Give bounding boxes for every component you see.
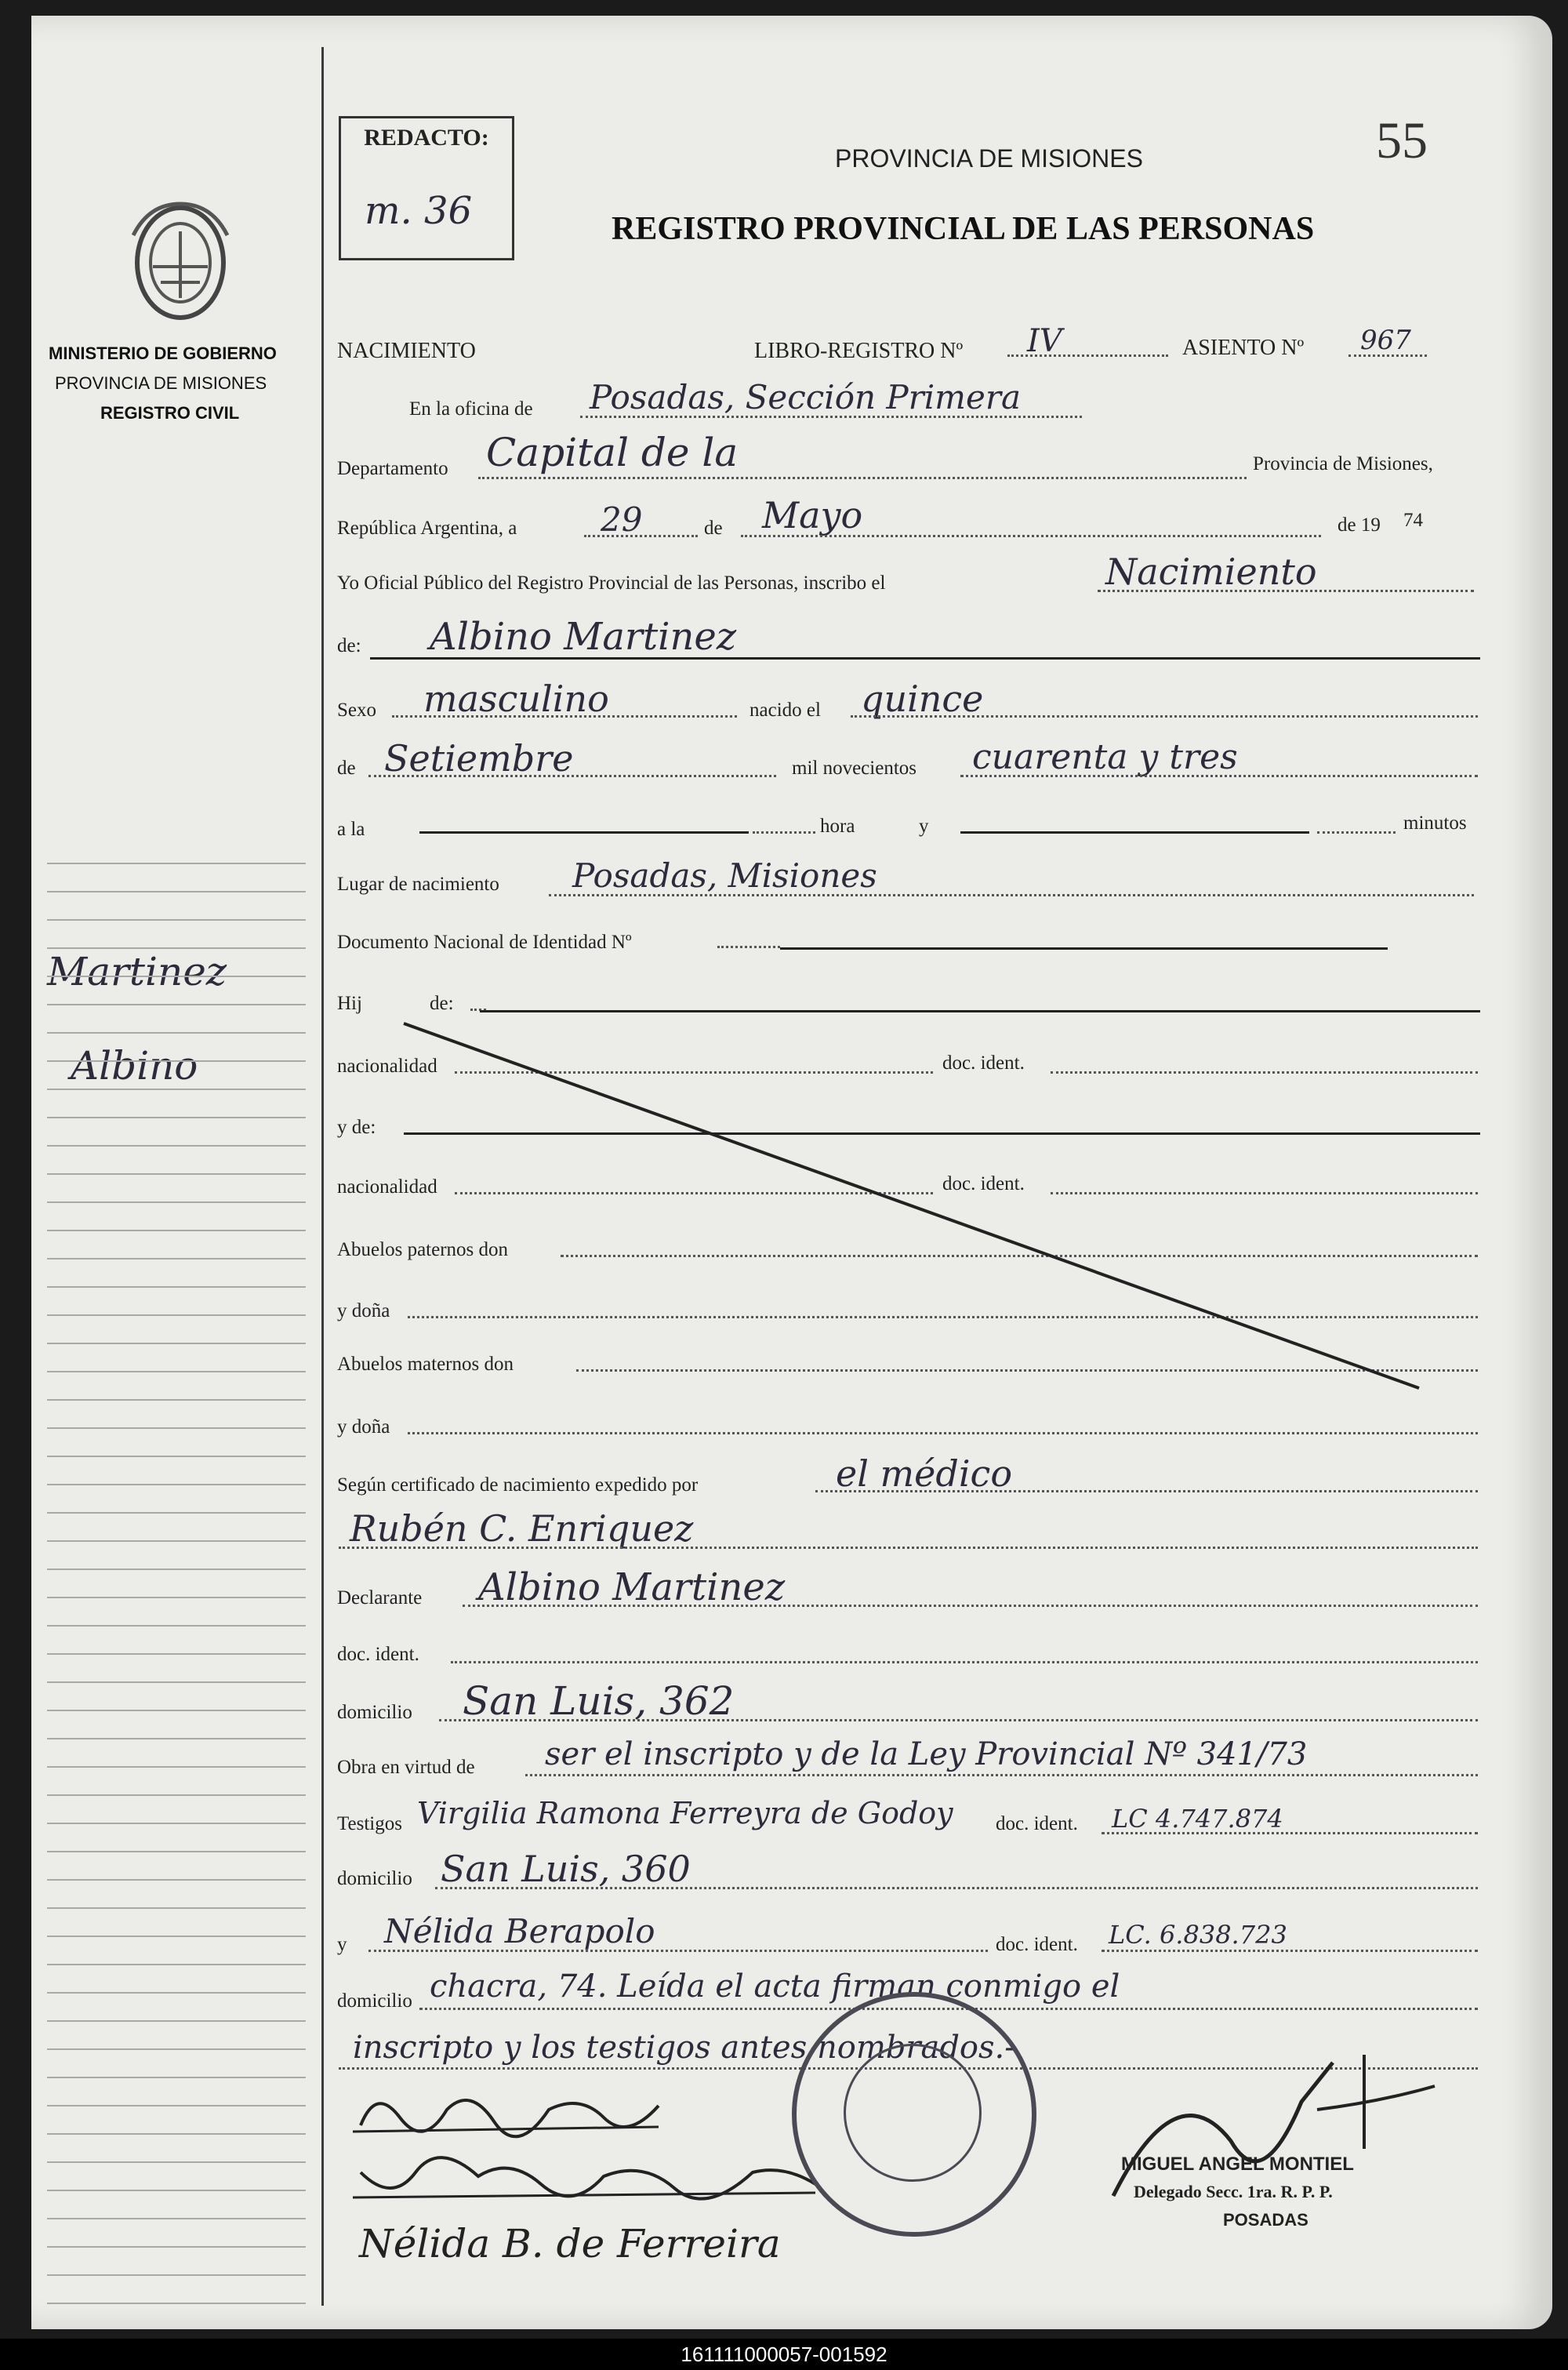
signature-declarante bbox=[345, 2078, 674, 2141]
ledger-line bbox=[47, 1738, 306, 1739]
ledger-line bbox=[47, 1936, 306, 1937]
asiento-label: ASIENTO Nº bbox=[1182, 336, 1305, 360]
ledger-line bbox=[47, 891, 306, 892]
ledger-line bbox=[47, 1286, 306, 1288]
official-city: POSADAS bbox=[1223, 2210, 1308, 2230]
nacionalidad1-label: nacionalidad bbox=[337, 1056, 437, 1077]
ydona2-label: y doña bbox=[337, 1416, 390, 1438]
ledger-line bbox=[47, 1907, 306, 1909]
hij-de-label: de: bbox=[430, 993, 454, 1014]
nacido-label: nacido el bbox=[750, 700, 821, 721]
inscribo-value: Nacimiento bbox=[1105, 551, 1317, 593]
testigo2-value: Nélida Berapolo bbox=[384, 1912, 655, 1950]
dia-value: 29 bbox=[601, 500, 643, 539]
ledger-line bbox=[47, 1484, 306, 1485]
domicilio1-value: San Luis, 362 bbox=[463, 1678, 735, 1724]
ledger-line bbox=[47, 2105, 306, 2106]
ledger-line bbox=[47, 1173, 306, 1175]
ledger-line bbox=[47, 1992, 306, 1994]
testigo2-doc-label: doc. ident. bbox=[996, 1934, 1078, 1955]
ledger-line bbox=[47, 2303, 306, 2304]
y-label: y bbox=[919, 816, 929, 837]
ledger-line bbox=[47, 1371, 306, 1372]
anio-value: 74 bbox=[1403, 510, 1423, 531]
docident2-label: doc. ident. bbox=[942, 1173, 1025, 1194]
republica-label: República Argentina, a bbox=[337, 518, 517, 539]
anio-label: de 19 bbox=[1338, 514, 1381, 536]
ledger-line bbox=[47, 2077, 306, 2078]
ledger-line bbox=[47, 1568, 306, 1570]
de-label: de bbox=[704, 518, 723, 539]
ledger-line bbox=[47, 1145, 306, 1147]
ledger-line bbox=[47, 2190, 306, 2191]
oficina-value: Posadas, Sección Primera bbox=[590, 378, 1021, 416]
coat-of-arms-emblem bbox=[118, 188, 243, 329]
redacto-label: REDACTO: bbox=[364, 125, 489, 151]
ledger-line bbox=[47, 1089, 306, 1090]
signature-witness-2: Nélida B. de Ferreira bbox=[359, 2221, 781, 2266]
ledger-line bbox=[47, 1681, 306, 1683]
ala-label: a la bbox=[337, 819, 365, 840]
nacimiento-label: NACIMIENTO bbox=[337, 339, 476, 363]
medico-value: Rubén C. Enriquez bbox=[350, 1507, 694, 1550]
registry-title: REGISTRO PROVINCIAL DE LAS PERSONAS bbox=[612, 211, 1315, 247]
asiento-value: 967 bbox=[1360, 325, 1411, 356]
anio-nac-value: cuarenta y tres bbox=[972, 737, 1238, 777]
ledger-line bbox=[47, 2020, 306, 2022]
margin-surname: Martinez bbox=[47, 949, 227, 994]
province-label: PROVINCIA DE MISIONES bbox=[55, 373, 267, 393]
margin-name: Albino bbox=[71, 1043, 198, 1089]
ledger-line bbox=[47, 1314, 306, 1316]
ledger-line bbox=[47, 2161, 306, 2163]
ledger-line bbox=[47, 2274, 306, 2276]
nacido-value: quince bbox=[861, 678, 984, 720]
testigo1-value: Virgilia Ramona Ferreyra de Godoy bbox=[417, 1796, 953, 1830]
ledger-line bbox=[47, 2133, 306, 2135]
ledger-line bbox=[47, 1625, 306, 1627]
testigos-label: Testigos bbox=[337, 1813, 402, 1834]
minutos-label: minutos bbox=[1403, 812, 1467, 834]
de-mes-label: de bbox=[337, 758, 356, 779]
ledger-line bbox=[47, 1230, 306, 1231]
column-divider bbox=[321, 47, 324, 2306]
obra-label: Obra en virtud de bbox=[337, 1757, 475, 1778]
ledger-line bbox=[47, 1851, 306, 1852]
province-title: PROVINCIA DE MISIONES bbox=[835, 144, 1143, 173]
ledger-line bbox=[47, 1766, 306, 1768]
official-seal bbox=[792, 1992, 1036, 2237]
mes-nac-value: Setiembre bbox=[384, 737, 574, 780]
ledger-line bbox=[47, 1653, 306, 1655]
ledger-line bbox=[47, 863, 306, 864]
official-name: MIGUEL ANGEL MONTIEL bbox=[1121, 2154, 1354, 2175]
de-nombre-label: de: bbox=[337, 635, 361, 656]
ledger-line bbox=[47, 1879, 306, 1881]
sexo-label: Sexo bbox=[337, 700, 376, 721]
official-title: Delegado Secc. 1ra. R. P. P. bbox=[1134, 2182, 1333, 2201]
domicilio3-value: chacra, 74. Leída el acta firman conmigo el bbox=[430, 1968, 1120, 2005]
segun-label: Según certificado de nacimiento expedido por bbox=[337, 1474, 699, 1496]
segun-value: el médico bbox=[836, 1452, 1013, 1495]
domicilio1-label: domicilio bbox=[337, 1702, 412, 1723]
nombre-value: Albino Martinez bbox=[430, 615, 737, 659]
departamento-label: Departamento bbox=[337, 458, 448, 479]
redacto-box bbox=[339, 116, 514, 260]
ledger-line bbox=[47, 919, 306, 921]
ledger-line bbox=[47, 1597, 306, 1598]
ledger-line bbox=[47, 1032, 306, 1034]
registry-label: REGISTRO CIVIL bbox=[100, 403, 240, 423]
domicilio2-label: domicilio bbox=[337, 1868, 412, 1889]
ledger-line bbox=[47, 1512, 306, 1514]
nacionalidad2-label: nacionalidad bbox=[337, 1176, 437, 1198]
ledger-line bbox=[47, 1201, 306, 1203]
mil-label: mil novecientos bbox=[792, 758, 916, 779]
y2-label: y bbox=[337, 1934, 347, 1955]
signature-witness-1 bbox=[345, 2141, 831, 2212]
ledger-line bbox=[47, 1964, 306, 1965]
abuelos-pat-label: Abuelos paternos don bbox=[337, 1239, 509, 1260]
domicilio3-label: domicilio bbox=[337, 1990, 412, 2012]
lugar-label: Lugar de nacimiento bbox=[337, 874, 499, 895]
ledger-line bbox=[47, 1427, 306, 1429]
oficina-label: En la oficina de bbox=[409, 398, 533, 420]
ministry-label: MINISTERIO DE GOBIERNO bbox=[49, 344, 277, 363]
docident1-label: doc. ident. bbox=[942, 1052, 1025, 1074]
oficial-label: Yo Oficial Público del Registro Provincial de las Personas, inscribo el bbox=[337, 573, 886, 594]
ledger-line bbox=[47, 976, 306, 977]
libro-label: LIBRO-REGISTRO Nº bbox=[754, 339, 964, 363]
ledger-line bbox=[47, 1456, 306, 1457]
declarante-value: Albino Martinez bbox=[478, 1565, 786, 1609]
hij-label: Hij bbox=[337, 993, 362, 1014]
testigo2-doc-value: LC. 6.838.723 bbox=[1109, 1920, 1287, 1950]
domicilio2-value: San Luis, 360 bbox=[441, 1848, 691, 1890]
hora-label: hora bbox=[820, 816, 855, 837]
decl-doc-label: doc. ident. bbox=[337, 1644, 419, 1665]
mes-value: Mayo bbox=[762, 494, 863, 536]
redacto-value: m. 36 bbox=[365, 189, 473, 233]
document-id-footer: 161111000057-001592 bbox=[0, 2339, 1568, 2370]
lugar-value: Posadas, Misiones bbox=[572, 856, 877, 895]
ydona1-label: y doña bbox=[337, 1300, 390, 1321]
ledger-line bbox=[47, 1823, 306, 1824]
obra-value: ser el inscripto y de la Ley Provincial Nº 341/73 bbox=[545, 1736, 1308, 1772]
ledger-line bbox=[47, 1710, 306, 1711]
ledger-line bbox=[47, 2048, 306, 2050]
ledger-line bbox=[47, 1399, 306, 1401]
ledger-line bbox=[47, 1343, 306, 1344]
ledger-line bbox=[47, 947, 306, 949]
libro-value: IV bbox=[1027, 323, 1062, 359]
ledger-line bbox=[47, 1060, 306, 1062]
testigo1-doc-value: LC 4.747.874 bbox=[1112, 1804, 1283, 1834]
provincia-suffix: Provincia de Misiones, bbox=[1253, 453, 1433, 474]
page-number: 55 bbox=[1376, 112, 1428, 169]
testigo1-doc-label: doc. ident. bbox=[996, 1813, 1078, 1834]
yde-label: y de: bbox=[337, 1117, 376, 1138]
ledger-line bbox=[47, 1258, 306, 1260]
ledger-line bbox=[47, 2246, 306, 2248]
ledger-line bbox=[47, 1540, 306, 1542]
ledger-line bbox=[47, 1004, 306, 1005]
declarante-label: Declarante bbox=[337, 1587, 423, 1608]
abuelos-mat-label: Abuelos maternos don bbox=[337, 1354, 514, 1375]
sexo-value: masculino bbox=[423, 678, 609, 720]
closing-value: inscripto y los testigos antes nombrados.- bbox=[353, 2030, 1015, 2066]
ledger-line bbox=[47, 1117, 306, 1118]
strike-through-line bbox=[400, 1020, 1435, 1396]
ledger-line bbox=[47, 2218, 306, 2219]
ledger-line bbox=[47, 1794, 306, 1796]
departamento-value: Capital de la bbox=[486, 430, 739, 475]
dni-label: Documento Nacional de Identidad Nº bbox=[337, 932, 632, 953]
